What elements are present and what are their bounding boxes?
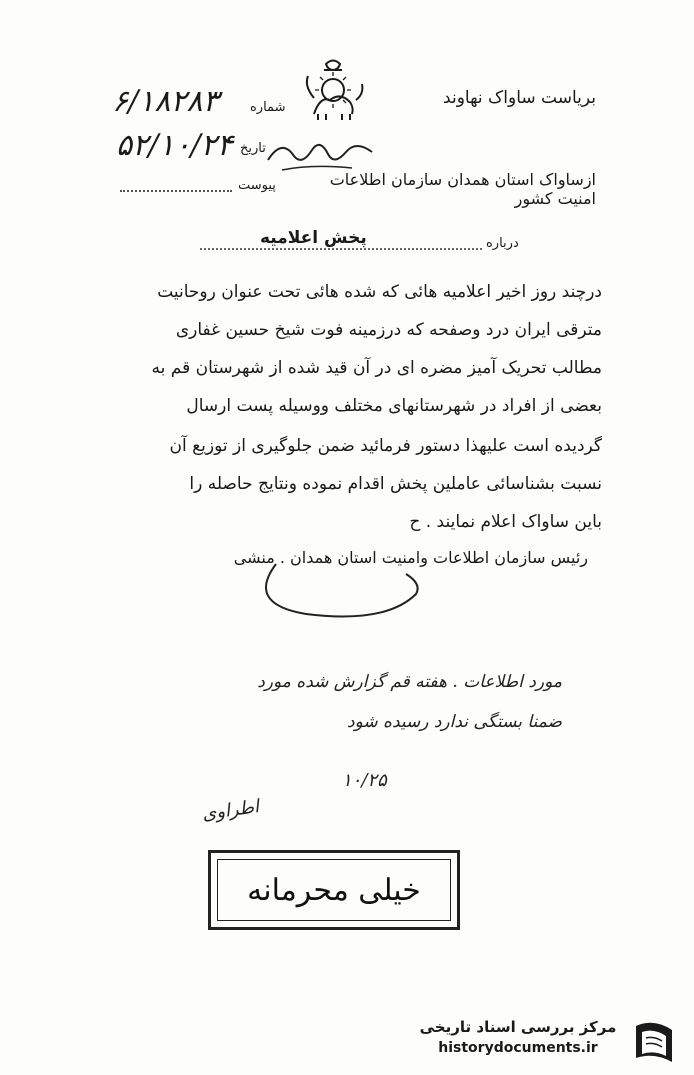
date-label: تاریخ (240, 141, 266, 156)
body-line: گردیده است علیهذا دستور فرمائید ضمن جلوگیری از توزیع آن (169, 436, 602, 456)
footer-watermark (410, 1018, 690, 1068)
letter-date: ۵۲/۱۰/۲۴ (116, 128, 233, 163)
handwritten-date: ۱۰/۲۵ (342, 770, 387, 791)
signature-loop-icon (236, 560, 426, 620)
subject-value: پخش اعلامیه (260, 228, 367, 248)
body-line: بعضی از افراد در شهرستانهای مختلف ووسیله پست ارسال (186, 396, 602, 416)
body-line: باین ساواک اعلام نمایند . ح (409, 512, 602, 532)
stamp-text: خیلی محرمانه (247, 873, 421, 908)
body-line: مترقی ایران درد وصفحه که درزمینه فوت شیخ حسین غفاری (175, 320, 602, 340)
subject-dotted-line (200, 248, 482, 250)
attachment-label: پیوست (238, 178, 276, 193)
archive-book-logo-icon (630, 1018, 680, 1066)
handwritten-note-line: ضمنا بستگی ندارد رسیده شود (347, 712, 562, 732)
handwritten-initial: اطراوی (200, 796, 261, 825)
letter-number: ۶/۱۸۲۸۳ (112, 84, 219, 119)
recipient-line: بریاست ساواک نهاوند (443, 88, 596, 108)
number-label: شماره (250, 100, 286, 115)
handwritten-note-line: مورد اطلاعات . هفته قم گزارش شده مورد (257, 672, 562, 692)
confidential-stamp (208, 850, 460, 930)
body-line: نسبت بشناسائی عاملین پخش اقدام نموده ونتایج حاصله را (189, 474, 602, 494)
archive-website: historydocuments.ir (438, 1040, 598, 1056)
body-line: درچند روز اخیر اعلامیه هائی که شده هائی تحت عنوان روحانیت (157, 282, 602, 302)
archive-name: مرکز بررسی اسناد تاریخی (419, 1018, 617, 1036)
attachment-dotted-line (120, 190, 232, 192)
body-line: مطالب تحریک آمیز مضره ای در آن قید شده از شهرستان قم به (151, 358, 602, 378)
sender-line: ازساواک استان همدان سازمان اطلاعات امنیت کشور (329, 170, 596, 208)
subject-label: درباره (486, 236, 519, 251)
signatory-title: رئیس سازمان اطلاعات وامنیت استان همدان . منشی (233, 548, 588, 567)
